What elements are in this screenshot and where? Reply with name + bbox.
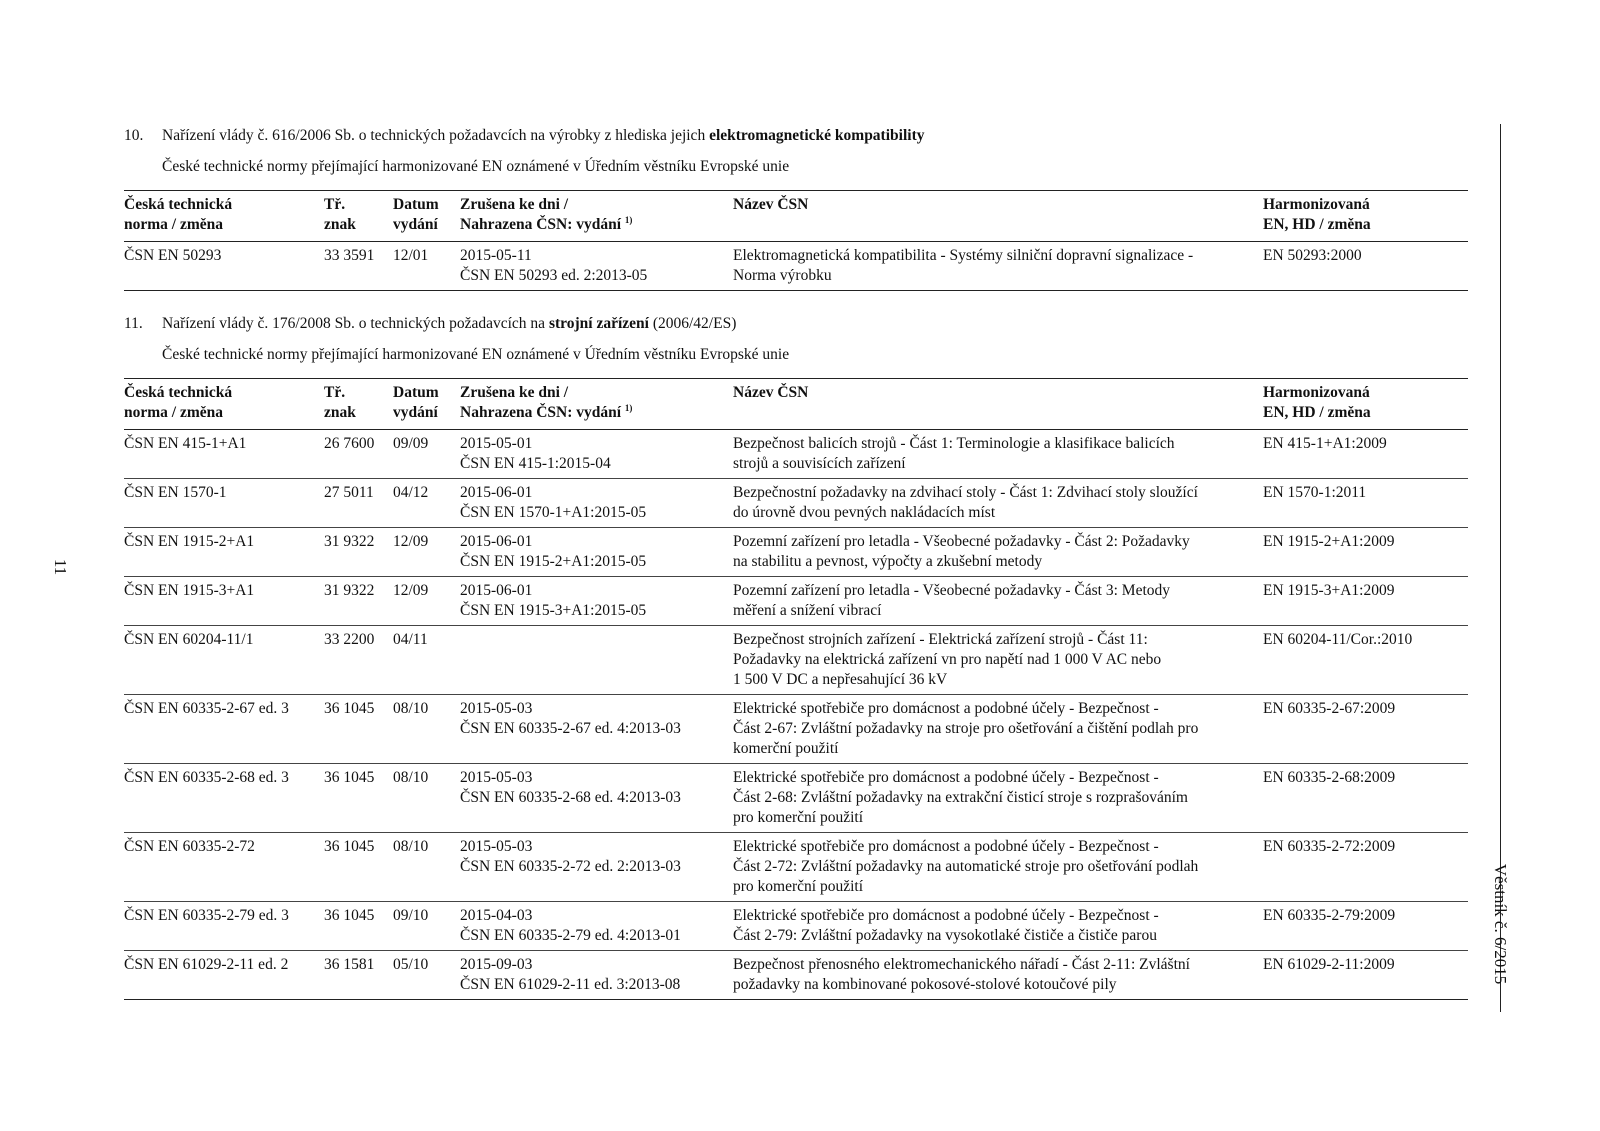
cell-norm: ČSN EN 1915-2+A1 bbox=[124, 528, 324, 577]
cell-date: 08/10 bbox=[393, 764, 460, 833]
col-header-title: Název ČSN bbox=[733, 379, 1263, 430]
table-row bbox=[124, 833, 1468, 902]
cell-class: 33 2200 bbox=[324, 626, 393, 695]
cell-replaced: 2015-05-03 ČSN EN 60335-2-67 ed. 4:2013-03 bbox=[460, 695, 733, 764]
cell-harmonized: EN 60335-2-79:2009 bbox=[1263, 902, 1468, 951]
cell-date: 09/09 bbox=[393, 430, 460, 479]
cell-replaced: 2015-05-01 ČSN EN 415-1:2015-04 bbox=[460, 430, 733, 479]
cell-date: 04/12 bbox=[393, 479, 460, 528]
col-header-norm: Česká technická norma / změna bbox=[124, 379, 324, 430]
cell-date: 08/10 bbox=[393, 695, 460, 764]
norms-table bbox=[124, 378, 1468, 1000]
cell-harmonized: EN 1915-3+A1:2009 bbox=[1263, 577, 1468, 626]
cell-title: Pozemní zařízení pro letadla - Všeobecné požadavky - Část 2: Požadavky na stabilitu a pevnost, výpočty a zkušební metody bbox=[733, 528, 1263, 577]
table-header-row bbox=[124, 191, 1468, 242]
section-title-emphasis: elektromagnetické kompatibility bbox=[709, 127, 925, 144]
section-11 bbox=[124, 314, 1468, 1000]
section-subtitle: České technické normy přejímající harmonizované EN oznámené v Úředním věstníku Evropské unie bbox=[162, 158, 790, 175]
table-row bbox=[124, 902, 1468, 951]
cell-date: 12/01 bbox=[393, 242, 460, 291]
section-heading bbox=[124, 314, 1468, 334]
col-header-date: Datum vydání bbox=[393, 191, 460, 242]
cell-class: 36 1045 bbox=[324, 695, 393, 764]
cell-replaced bbox=[460, 626, 733, 695]
cell-harmonized: EN 61029-2-11:2009 bbox=[1263, 951, 1468, 1000]
col-header-replaced-text: Zrušena ke dni / Nahrazena ČSN: vydání bbox=[460, 196, 622, 233]
section-heading bbox=[124, 126, 1468, 146]
cell-norm: ČSN EN 50293 bbox=[124, 242, 324, 291]
cell-title: Bezpečnostní požadavky na zdvihací stoly - Část 1: Zdvihací stoly sloužící do úrovně dvou pevných nakládacích míst bbox=[733, 479, 1263, 528]
col-header-class: Tř. znak bbox=[324, 191, 393, 242]
cell-harmonized: EN 50293:2000 bbox=[1263, 242, 1468, 291]
col-header-date: Datum vydání bbox=[393, 379, 460, 430]
section-number: 11. bbox=[124, 315, 143, 332]
col-header-class: Tř. znak bbox=[324, 379, 393, 430]
cell-title: Bezpečnost balicích strojů - Část 1: Terminologie a klasifikace balicích strojů a souvisících zařízení bbox=[733, 430, 1263, 479]
cell-date: 05/10 bbox=[393, 951, 460, 1000]
page-number: 11 bbox=[51, 558, 71, 576]
col-header-replaced bbox=[460, 191, 733, 242]
norms-table bbox=[124, 190, 1468, 291]
section-10 bbox=[124, 126, 1468, 291]
cell-replaced: 2015-05-03 ČSN EN 60335-2-72 ed. 2:2013-03 bbox=[460, 833, 733, 902]
cell-norm: ČSN EN 61029-2-11 ed. 2 bbox=[124, 951, 324, 1000]
col-header-harmonized: Harmonizovaná EN, HD / změna bbox=[1263, 191, 1468, 242]
section-number: 10. bbox=[124, 127, 144, 144]
cell-norm: ČSN EN 60335-2-72 bbox=[124, 833, 324, 902]
table-row bbox=[124, 951, 1468, 1000]
cell-norm: ČSN EN 1915-3+A1 bbox=[124, 577, 324, 626]
cell-replaced: 2015-06-01 ČSN EN 1915-3+A1:2015-05 bbox=[460, 577, 733, 626]
cell-harmonized: EN 60335-2-67:2009 bbox=[1263, 695, 1468, 764]
cell-date: 08/10 bbox=[393, 833, 460, 902]
section-subtitle: České technické normy přejímající harmonizované EN oznámené v Úředním věstníku Evropské unie bbox=[162, 346, 790, 363]
table-row bbox=[124, 479, 1468, 528]
cell-harmonized: EN 415-1+A1:2009 bbox=[1263, 430, 1468, 479]
cell-harmonized: EN 60204-11/Cor.:2010 bbox=[1263, 626, 1468, 695]
cell-date: 04/11 bbox=[393, 626, 460, 695]
cell-class: 26 7600 bbox=[324, 430, 393, 479]
cell-norm: ČSN EN 60335-2-67 ed. 3 bbox=[124, 695, 324, 764]
col-header-harmonized: Harmonizovaná EN, HD / změna bbox=[1263, 379, 1468, 430]
cell-title: Elektrické spotřebiče pro domácnost a podobné účely - Bezpečnost - Část 2-67: Zvláštní požadavky na stroje pro ošetřování a čištění podlah pro komerční použití bbox=[733, 695, 1263, 764]
cell-harmonized: EN 60335-2-68:2009 bbox=[1263, 764, 1468, 833]
table-row bbox=[124, 577, 1468, 626]
cell-replaced: 2015-06-01 ČSN EN 1915-2+A1:2015-05 bbox=[460, 528, 733, 577]
cell-harmonized: EN 1915-2+A1:2009 bbox=[1263, 528, 1468, 577]
cell-harmonized: EN 60335-2-72:2009 bbox=[1263, 833, 1468, 902]
table-row bbox=[124, 764, 1468, 833]
cell-norm: ČSN EN 60335-2-68 ed. 3 bbox=[124, 764, 324, 833]
section-title-text: Nařízení vlády č. 176/2008 Sb. o technických požadavcích na bbox=[162, 315, 549, 332]
cell-class: 36 1045 bbox=[324, 833, 393, 902]
cell-replaced: 2015-04-03 ČSN EN 60335-2-79 ed. 4:2013-01 bbox=[460, 902, 733, 951]
cell-date: 12/09 bbox=[393, 577, 460, 626]
cell-replaced: 2015-05-11 ČSN EN 50293 ed. 2:2013-05 bbox=[460, 242, 733, 291]
table-row bbox=[124, 695, 1468, 764]
cell-class: 36 1581 bbox=[324, 951, 393, 1000]
cell-norm: ČSN EN 60335-2-79 ed. 3 bbox=[124, 902, 324, 951]
cell-class: 31 9322 bbox=[324, 577, 393, 626]
cell-harmonized: EN 1570-1:2011 bbox=[1263, 479, 1468, 528]
cell-class: 31 9322 bbox=[324, 528, 393, 577]
cell-replaced: 2015-06-01 ČSN EN 1570-1+A1:2015-05 bbox=[460, 479, 733, 528]
cell-date: 09/10 bbox=[393, 902, 460, 951]
cell-norm: ČSN EN 415-1+A1 bbox=[124, 430, 324, 479]
col-header-title: Název ČSN bbox=[733, 191, 1263, 242]
cell-title: Bezpečnost strojních zařízení - Elektrická zařízení strojů - Část 11: Požadavky na elektrická zařízení vn pro napětí nad 1 000 V AC nebo 1 500 V DC a nepřesahující 36 kV bbox=[733, 626, 1263, 695]
table-header-row bbox=[124, 379, 1468, 430]
cell-date: 12/09 bbox=[393, 528, 460, 577]
cell-title: Pozemní zařízení pro letadla - Všeobecné požadavky - Část 3: Metody měření a snížení vibrací bbox=[733, 577, 1263, 626]
table-row bbox=[124, 242, 1468, 291]
col-header-replaced-text: Zrušena ke dni / Nahrazena ČSN: vydání bbox=[460, 384, 622, 421]
cell-class: 36 1045 bbox=[324, 764, 393, 833]
cell-title: Elektromagnetická kompatibilita - Systémy silniční dopravní signalizace - Norma výrobku bbox=[733, 242, 1263, 291]
journal-issue-label: Věstník č. 6/2015 bbox=[1491, 863, 1510, 985]
cell-title: Bezpečnost přenosného elektromechanického nářadí - Část 2-11: Zvláštní požadavky na kombinované pokosové-stolové kotoučové pily bbox=[733, 951, 1263, 1000]
cell-title: Elektrické spotřebiče pro domácnost a podobné účely - Bezpečnost - Část 2-68: Zvláštní požadavky na extrakční čisticí stroje s rozprašováním pro komerční použití bbox=[733, 764, 1263, 833]
table-row bbox=[124, 528, 1468, 577]
footnote-marker: 1) bbox=[624, 214, 633, 225]
cell-replaced: 2015-05-03 ČSN EN 60335-2-68 ed. 4:2013-03 bbox=[460, 764, 733, 833]
section-title-emphasis: strojní zařízení bbox=[548, 315, 649, 332]
cell-replaced: 2015-09-03 ČSN EN 61029-2-11 ed. 3:2013-08 bbox=[460, 951, 733, 1000]
footnote-marker: 1) bbox=[624, 402, 633, 413]
cell-class: 33 3591 bbox=[324, 242, 393, 291]
cell-norm: ČSN EN 60204-11/1 bbox=[124, 626, 324, 695]
col-header-norm: Česká technická norma / změna bbox=[124, 191, 324, 242]
section-title-text: Nařízení vlády č. 616/2006 Sb. o technických požadavcích na výrobky z hlediska jejich bbox=[162, 127, 710, 144]
cell-class: 27 5011 bbox=[324, 479, 393, 528]
col-header-replaced bbox=[460, 379, 733, 430]
table-row bbox=[124, 626, 1468, 695]
cell-class: 36 1045 bbox=[324, 902, 393, 951]
cell-norm: ČSN EN 1570-1 bbox=[124, 479, 324, 528]
cell-title: Elektrické spotřebiče pro domácnost a podobné účely - Bezpečnost - Část 2-72: Zvláštní požadavky na automatické stroje pro ošetřování podlah pro komerční použití bbox=[733, 833, 1263, 902]
cell-title: Elektrické spotřebiče pro domácnost a podobné účely - Bezpečnost - Část 2-79: Zvláštní požadavky na vysokotlaké čističe a čističe parou bbox=[733, 902, 1263, 951]
section-title-suffix: (2006/42/ES) bbox=[648, 315, 737, 332]
table-row bbox=[124, 430, 1468, 479]
